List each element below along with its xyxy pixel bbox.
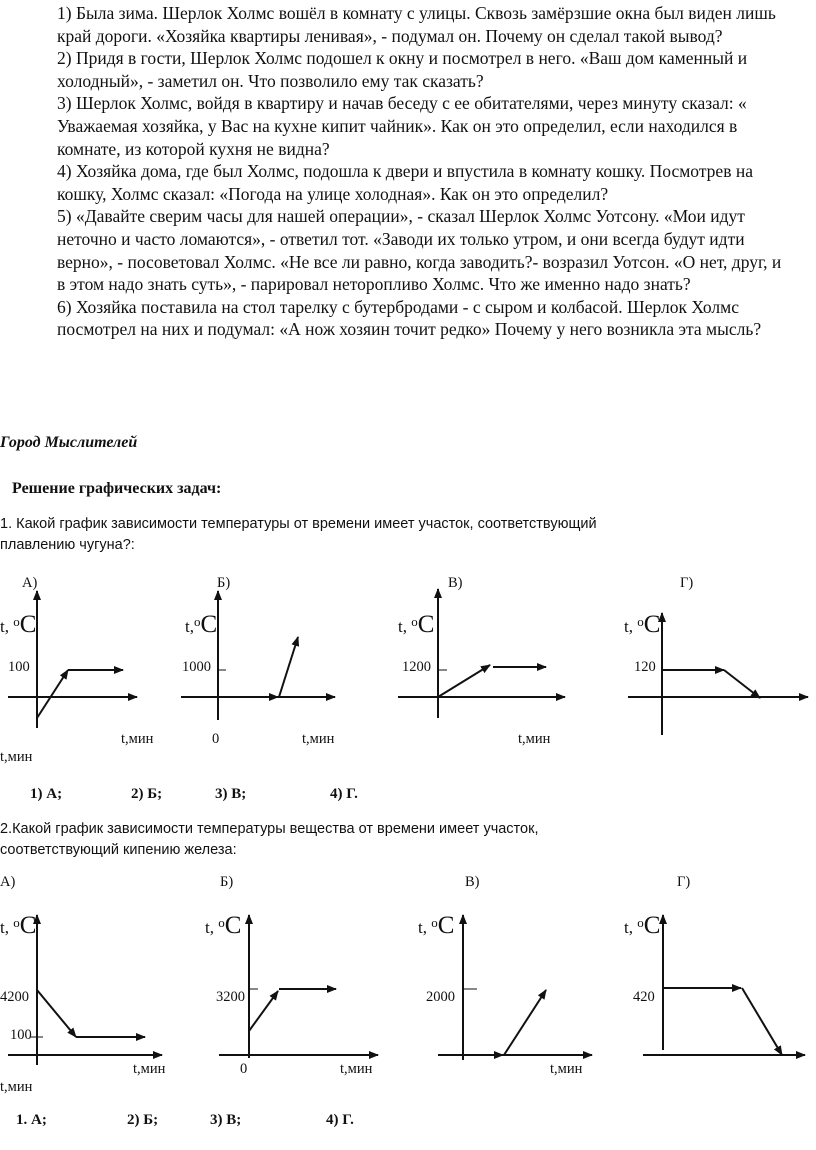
graph-2b-x-label: t,мин [340,1061,373,1077]
graph-1g-ytick: 120 [634,659,656,675]
graph-2g-label: Г) [677,874,691,890]
question-2 [0,819,720,861]
graph-2a-x-label: t,мин [133,1061,166,1077]
graph-1a-label: А) [22,575,38,591]
graph-1v-y-label: t, $^o$C [398,611,435,638]
sub-title: Решение графических задач: [12,480,222,497]
question-2-line-1: 2.Какой график зависимости температуры вещества от времени имеет участок, [0,821,539,837]
graph-1v-x-label: t,мин [518,731,551,747]
graph-1b-label: Б) [217,575,231,591]
graph-1b-x-label: t,мин [302,731,335,747]
question-1-line-2: плавлению чугуна?: [0,537,135,553]
paragraph-5: 5) «Давайте сверим часы для нашей операции», - сказал Шерлок Холмс Уотсону. «Мои идут неточно и часто ломаются», - ответил тот. «Заводи их только утром, и они всегда будут идти верно», - посоветовал Холмс. «Не все ли равно, когда заводить?- возразил Уотсон. «О нет, друг, и в этом надо знать суть», - парировал неторопливо Холмс. Что же именно надо знать? [57,206,782,295]
graph-2b-y-label: t, $^o$C [205,912,242,939]
graph-2b-ytick: 3200 [216,989,245,1005]
q1-answer-3[interactable]: 3) В; [215,786,247,802]
graph-2g-ytick: 420 [633,989,655,1005]
graph-1v [398,589,565,718]
question-1-line-1: 1. Какой график зависимости температуры от времени имеет участок, соответствующий [0,516,597,532]
q2-answer-4[interactable]: 4) Г. [326,1112,354,1128]
q1-answer-4[interactable]: 4) Г. [330,786,358,802]
q1-answer-1[interactable]: 1) А; [30,786,63,802]
paragraph-4: 4) Хозяйка дома, где был Холмс, подошла к двери и впустила в комнату кошку. Посмотрев на кошку, Холмс сказал: «Погода на улице холодная». Как он это определил? [57,161,753,204]
graph-1v-label: В) [448,575,463,591]
q2-answer-3[interactable]: 3) В; [210,1112,242,1128]
graph-2a-label: А) [0,874,16,890]
graph-1a-y-label: t, $^o$C [0,611,37,638]
graph-2v-ytick: 2000 [426,989,455,1005]
graph-2a-ytick-high: 4200 [0,989,29,1005]
graph-2v-y-label: t, $^o$C [418,912,455,939]
paragraph-3: 3) Шерлок Холмс, войдя в квартиру и начав беседу с ее обитателями, через минуту сказал: « Уважаемая хозяйка, у Вас на кухне кипит чайник». Как он это определил, если находился в комнате, из которой кухня не видна? [57,93,747,159]
paragraph-1: 1) Была зима. Шерлок Холмс вошёл в комнату с улицы. Сквозь замёрзшие окна был виден лишь край дороги. «Хозяйка квартиры ленивая», - подумал он. Почему он сделал такой вывод? [57,3,776,46]
graph-2a-ytick-low: 100 [10,1027,32,1043]
graph-2b-label: Б) [220,874,234,890]
graph-2g [643,915,805,1055]
graph-2a-x-label-2: t,мин [0,1079,33,1095]
graph-1v-ytick: 1200 [402,659,431,675]
graph-1a-x-label-2: t,мин [0,749,33,765]
graph-1a-x-label: t,мин [121,731,154,747]
graph-2v-x-label: t,мин [550,1061,583,1077]
q2-answer-2[interactable]: 2) Б; [127,1112,159,1128]
graph-1a-ytick: 100 [8,659,30,675]
graph-1b-ytick: 1000 [182,659,211,675]
question-2-line-2: соответствующий кипению железа: [0,842,237,858]
graph-2a-y-label: t, $^o$C [0,912,37,939]
paragraph-2: 2) Придя в гости, Шерлок Холмс подошел к окну и посмотрел в него. «Ваш дом каменный и холодный», - заметил он. Что позволило ему так сказать? [57,48,748,91]
graph-1b-y-label: t,$^o$C [185,611,218,638]
paragraph-6: 6) Хозяйка поставила на стол тарелку с бутербродами - с сыром и колбасой. Шерлок Холмс посмотрел на них и подумал: «А нож хозяин точит редко» Почему у него возникла эта мысль? [57,296,762,340]
graph-2b-origin: 0 [240,1061,248,1077]
graph-1g-y-label: t, $^o$C [624,611,661,638]
section-title: Город Мыслителей [0,434,138,451]
graph-1b-origin: 0 [212,731,220,747]
q1-answer-2[interactable]: 2) Б; [131,786,163,802]
graph-2v-label: В) [465,874,480,890]
graph-2g-y-label: t, $^o$C [624,912,661,939]
graph-2b [219,915,378,1058]
q2-answer-1[interactable]: 1. А; [16,1112,47,1128]
graph-2v [438,915,592,1060]
graph-1g-label: Г) [680,575,694,591]
